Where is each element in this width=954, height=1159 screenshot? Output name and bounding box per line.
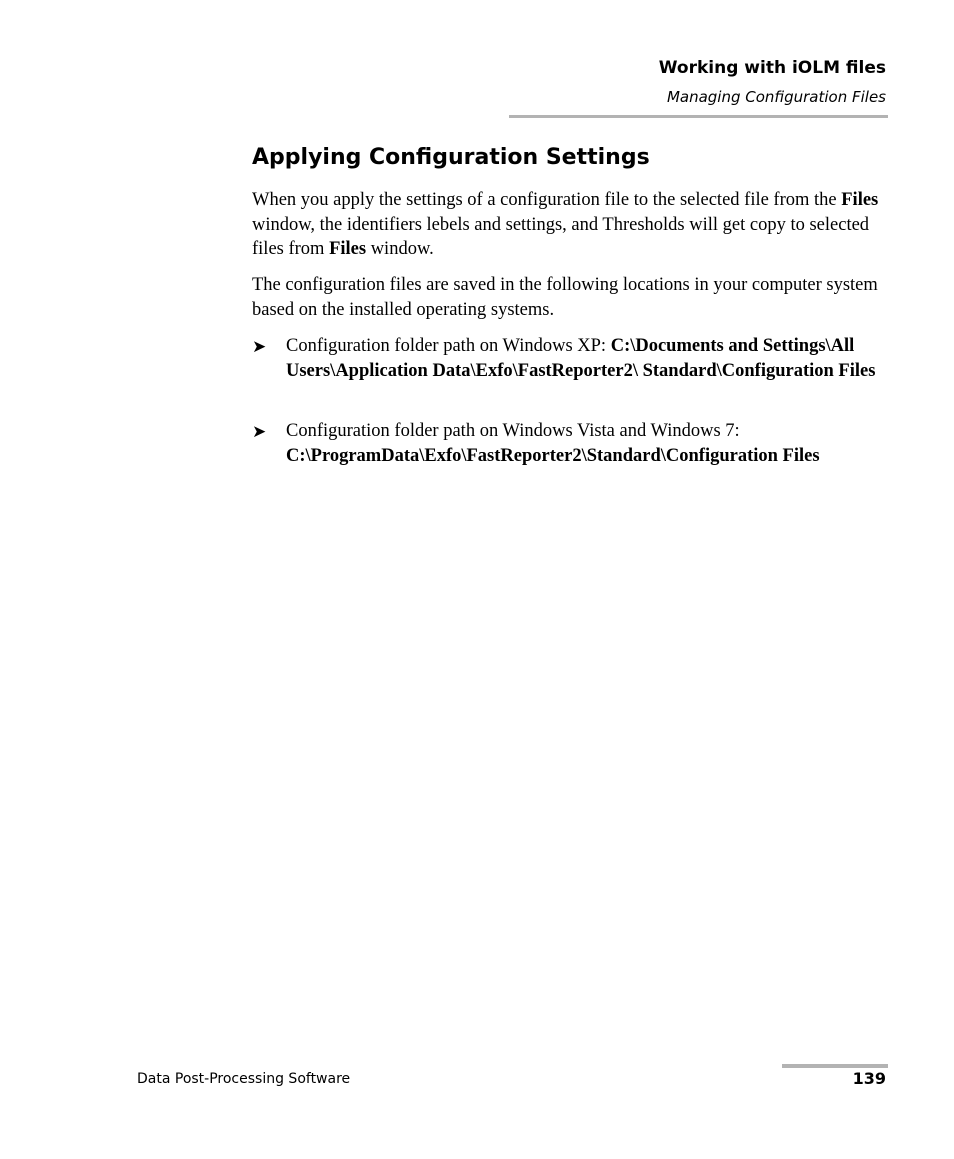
page-number: 139 <box>852 1069 886 1088</box>
arrow-bullet-icon: ➤ <box>252 422 267 442</box>
footer-rule <box>782 1064 888 1068</box>
paragraph-text: When you apply the settings of a configuration file to the selected file from the <box>252 190 842 210</box>
files-window-term: Files <box>841 190 879 210</box>
list-item-text: Configuration folder path on Windows Vista and Windows 7: <box>286 421 740 441</box>
list-item-windows-vista-7 <box>252 419 888 468</box>
header-rule <box>509 115 888 118</box>
arrow-bullet-icon: ➤ <box>252 337 267 357</box>
paragraph-text: window, the identifiers lebels and settings, and Thresholds will get copy to selected files from <box>252 214 870 259</box>
running-header-section: Managing Configuration Files <box>666 88 886 106</box>
paragraph-locations: The configuration files are saved in the following locations in your computer system based on the installed operating systems. <box>252 275 878 320</box>
footer-product-name: Data Post-Processing Software <box>137 1071 351 1087</box>
list-item-text: Configuration folder path on Windows XP: <box>286 336 611 356</box>
folder-path: C:\Documents and Settings\All Users\Application Data\Exfo\FastReporter2\ Standard\Configuration Files <box>286 336 876 381</box>
paragraph-text: window. <box>366 239 434 259</box>
list-item-windows-xp <box>252 334 888 383</box>
files-window-term: Files <box>329 239 367 259</box>
section-heading: Applying Configuration Settings <box>252 145 650 170</box>
folder-path: C:\ProgramData\Exfo\FastReporter2\Standard\Configuration Files <box>286 445 820 466</box>
running-header-chapter: Working with iOLM files <box>658 58 886 78</box>
paragraph-apply-settings <box>252 188 888 262</box>
